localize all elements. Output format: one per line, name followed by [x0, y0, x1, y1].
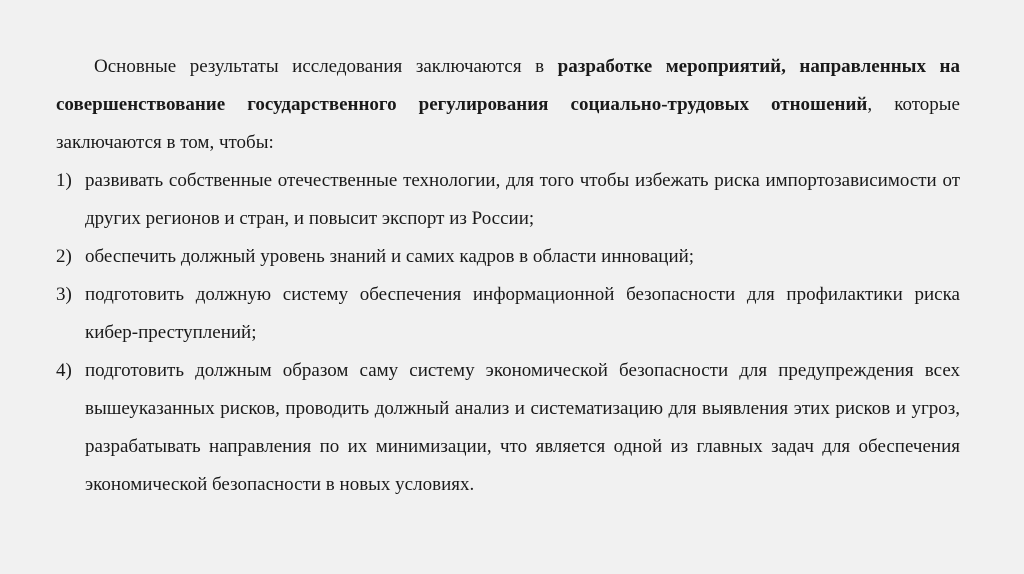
document-page [56, 48, 960, 504]
list-item [56, 276, 960, 352]
intro-paragraph [56, 48, 960, 162]
list-item-number: 2) [56, 246, 72, 267]
results-list [56, 162, 960, 504]
list-item-number: 4) [56, 360, 72, 381]
list-item-text: подготовить должным образом саму систему экономической безопасности для предупреждения всех вышеуказанных рисков, проводить должный анализ и систематизацию для выявления этих рисков и угроз, разрабатывать направления по их минимизации, что является одной из главных задач для обеспечения экономической безопасности в новых условиях. [85, 360, 960, 495]
list-item-number: 1) [56, 170, 72, 191]
list-item [56, 352, 960, 504]
intro-text-bold: разработке мероприятий, направленных на совершенствование государственного регулирования социально-трудовых отношений [56, 56, 960, 115]
list-item-number: 3) [56, 284, 72, 305]
list-item-text: развивать собственные отечественные технологии, для того чтобы избежать риска импортозависимости от других регионов и стран, и повысит экспорт из России; [85, 170, 960, 229]
intro-text-end: , которые заключаются в том, чтобы: [56, 94, 960, 153]
list-item [56, 162, 960, 238]
list-item-text: обеспечить должный уровень знаний и самих кадров в области инноваций; [85, 246, 695, 267]
list-item-text: подготовить должную систему обеспечения информационной безопасности для профилактики риска кибер-преступлений; [85, 284, 960, 343]
intro-text-start: Основные результаты исследования заключаются в [94, 56, 558, 77]
list-item [56, 238, 960, 276]
